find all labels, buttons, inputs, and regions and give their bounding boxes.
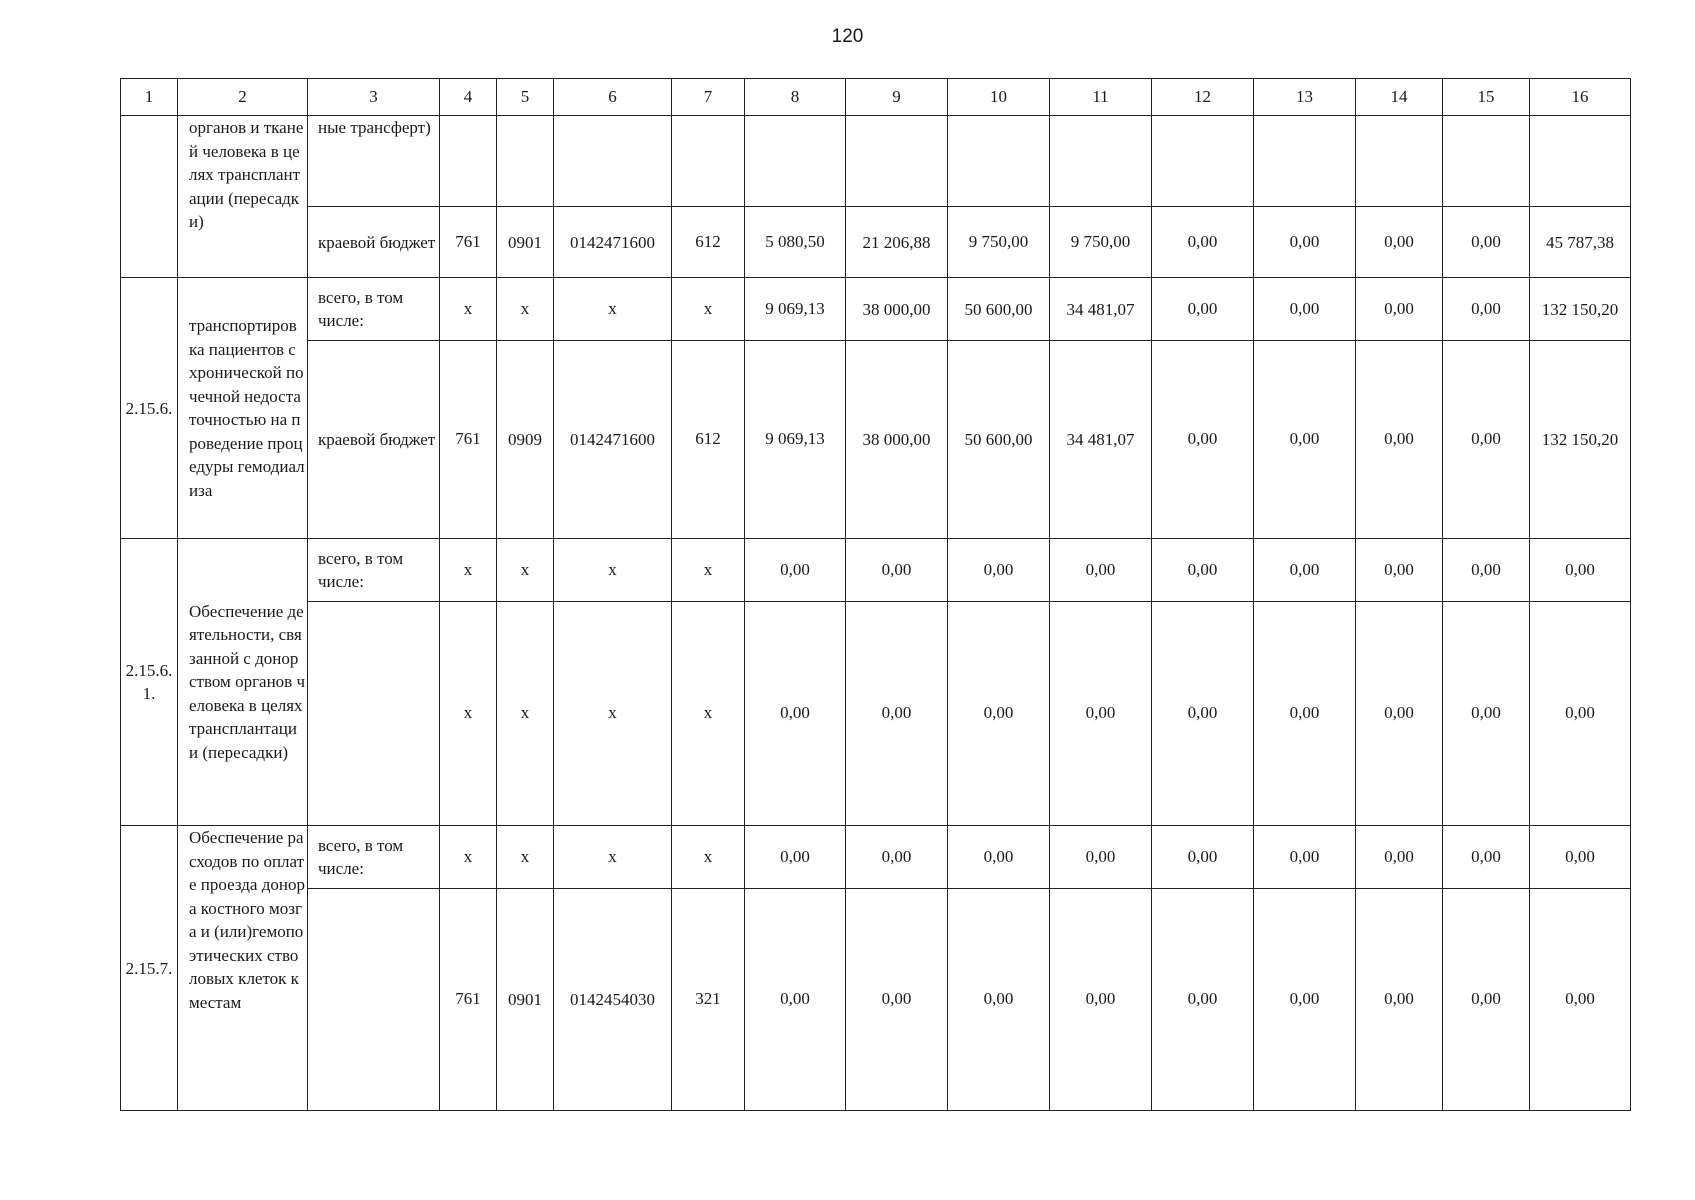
table-row: [121, 341, 1631, 539]
cell-col6: х: [554, 602, 672, 826]
table-row: [121, 889, 1631, 1111]
cell-col4: х: [440, 278, 497, 341]
cell-col6: [554, 116, 672, 207]
column-header-row: [121, 79, 1631, 116]
funding-source: всего, в том числе:: [308, 278, 440, 341]
cell-col13: 0,00: [1254, 826, 1356, 889]
column-header: 4: [440, 79, 497, 116]
cell-col5: х: [497, 826, 554, 889]
cell-col7: 321: [672, 889, 745, 1111]
cell-col16: 45 787,38: [1530, 207, 1631, 278]
cell-col16: 0,00: [1530, 826, 1631, 889]
item-name: Обеспечение расходов по оплате проезда донора костного мозга и (или)гемопоэтических стволовых клеток к местам: [178, 826, 308, 1111]
budget-table: [120, 78, 1631, 1111]
cell-col10: 0,00: [948, 889, 1050, 1111]
cell-col10: [948, 116, 1050, 207]
cell-col6: х: [554, 539, 672, 602]
cell-col14: 0,00: [1356, 207, 1443, 278]
column-header: 10: [948, 79, 1050, 116]
cell-col8: 0,00: [745, 826, 846, 889]
cell-col10: 50 600,00: [948, 278, 1050, 341]
cell-col13: 0,00: [1254, 602, 1356, 826]
cell-col12: 0,00: [1152, 278, 1254, 341]
cell-col11: [1050, 116, 1152, 207]
cell-col12: 0,00: [1152, 539, 1254, 602]
column-header: 13: [1254, 79, 1356, 116]
cell-col7: х: [672, 826, 745, 889]
funding-source: краевой бюджет: [308, 341, 440, 539]
cell-col14: 0,00: [1356, 889, 1443, 1111]
cell-col7: 612: [672, 341, 745, 539]
cell-col12: 0,00: [1152, 826, 1254, 889]
funding-source: всего, в том числе:: [308, 539, 440, 602]
cell-col5: 0901: [497, 889, 554, 1111]
cell-col5: х: [497, 539, 554, 602]
cell-col11: 0,00: [1050, 602, 1152, 826]
table-row: [121, 602, 1631, 826]
column-header: 5: [497, 79, 554, 116]
cell-col9: 0,00: [846, 826, 948, 889]
cell-col15: [1443, 116, 1530, 207]
cell-col16: 132 150,20: [1530, 341, 1631, 539]
column-header: 16: [1530, 79, 1631, 116]
cell-col11: 34 481,07: [1050, 341, 1152, 539]
cell-col5: [497, 116, 554, 207]
cell-col15: 0,00: [1443, 341, 1530, 539]
cell-col8: 9 069,13: [745, 278, 846, 341]
cell-col12: [1152, 116, 1254, 207]
cell-col7: 612: [672, 207, 745, 278]
item-number: 2.15.6.1.: [121, 539, 178, 826]
cell-col16: [1530, 116, 1631, 207]
column-header: 6: [554, 79, 672, 116]
cell-col10: 0,00: [948, 539, 1050, 602]
cell-col8: 9 069,13: [745, 341, 846, 539]
column-header: 15: [1443, 79, 1530, 116]
cell-col13: 0,00: [1254, 539, 1356, 602]
cell-col9: 38 000,00: [846, 278, 948, 341]
cell-col5: х: [497, 602, 554, 826]
item-name: Обеспечение деятельности, связанной с донорством органов человека в целях трансплантации (пересадки): [178, 539, 308, 826]
cell-col15: 0,00: [1443, 539, 1530, 602]
cell-col8: 0,00: [745, 602, 846, 826]
cell-col9: 38 000,00: [846, 341, 948, 539]
cell-col16: 0,00: [1530, 602, 1631, 826]
cell-col9: [846, 116, 948, 207]
cell-col13: 0,00: [1254, 341, 1356, 539]
cell-col8: 0,00: [745, 539, 846, 602]
table-row: [121, 826, 1631, 889]
item-number: 2.15.6.: [121, 278, 178, 539]
cell-col8: [745, 116, 846, 207]
cell-col4: 761: [440, 889, 497, 1111]
cell-col11: 0,00: [1050, 826, 1152, 889]
cell-col6: х: [554, 826, 672, 889]
cell-col5: х: [497, 278, 554, 341]
cell-col4: 761: [440, 341, 497, 539]
cell-col10: 50 600,00: [948, 341, 1050, 539]
cell-col8: 0,00: [745, 889, 846, 1111]
column-header: 11: [1050, 79, 1152, 116]
cell-col5: 0909: [497, 341, 554, 539]
cell-col7: х: [672, 602, 745, 826]
cell-col13: [1254, 116, 1356, 207]
cell-col7: х: [672, 278, 745, 341]
cell-col4: [440, 116, 497, 207]
cell-col14: 0,00: [1356, 278, 1443, 341]
cell-col14: 0,00: [1356, 539, 1443, 602]
cell-col6: 0142471600: [554, 341, 672, 539]
cell-col4: х: [440, 602, 497, 826]
cell-col13: 0,00: [1254, 889, 1356, 1111]
funding-source: [308, 602, 440, 826]
cell-col6: 0142454030: [554, 889, 672, 1111]
cell-col14: 0,00: [1356, 341, 1443, 539]
table-row: [121, 539, 1631, 602]
column-header: 9: [846, 79, 948, 116]
item-number: 2.15.7.: [121, 826, 178, 1111]
cell-col14: 0,00: [1356, 826, 1443, 889]
page-number: 120: [831, 26, 864, 47]
cell-col10: 9 750,00: [948, 207, 1050, 278]
column-header: 7: [672, 79, 745, 116]
cell-col12: 0,00: [1152, 341, 1254, 539]
cell-col16: 0,00: [1530, 889, 1631, 1111]
cell-col6: х: [554, 278, 672, 341]
cell-col9: 0,00: [846, 889, 948, 1111]
column-header: 3: [308, 79, 440, 116]
cell-col15: 0,00: [1443, 826, 1530, 889]
cell-col11: 34 481,07: [1050, 278, 1152, 341]
item-name: органов и тканей человека в целях трансплантации (пересадки): [178, 116, 308, 278]
cell-col9: 0,00: [846, 602, 948, 826]
table-row: [121, 278, 1631, 341]
cell-col15: 0,00: [1443, 602, 1530, 826]
cell-col7: х: [672, 539, 745, 602]
cell-col16: 132 150,20: [1530, 278, 1631, 341]
cell-col4: х: [440, 539, 497, 602]
column-header: 1: [121, 79, 178, 116]
cell-col13: 0,00: [1254, 207, 1356, 278]
cell-col12: 0,00: [1152, 602, 1254, 826]
cell-col11: 0,00: [1050, 539, 1152, 602]
item-name: транспортировка пациентов с хронической почечной недостаточностью на проведение процедуры гемодиализа: [178, 278, 308, 539]
cell-col12: 0,00: [1152, 207, 1254, 278]
cell-col15: 0,00: [1443, 278, 1530, 341]
column-header: 12: [1152, 79, 1254, 116]
funding-source: всего, в том числе:: [308, 826, 440, 889]
cell-col4: х: [440, 826, 497, 889]
cell-col15: 0,00: [1443, 889, 1530, 1111]
cell-col12: 0,00: [1152, 889, 1254, 1111]
cell-col11: 9 750,00: [1050, 207, 1152, 278]
cell-col9: 0,00: [846, 539, 948, 602]
cell-col6: 0142471600: [554, 207, 672, 278]
cell-col14: [1356, 116, 1443, 207]
cell-col16: 0,00: [1530, 539, 1631, 602]
cell-col15: 0,00: [1443, 207, 1530, 278]
column-header: 14: [1356, 79, 1443, 116]
cell-col10: 0,00: [948, 826, 1050, 889]
item-number: [121, 116, 178, 278]
cell-col8: 5 080,50: [745, 207, 846, 278]
funding-source: [308, 889, 440, 1111]
funding-source: краевой бюджет: [308, 207, 440, 278]
column-header: 8: [745, 79, 846, 116]
cell-col10: 0,00: [948, 602, 1050, 826]
cell-col13: 0,00: [1254, 278, 1356, 341]
cell-col4: 761: [440, 207, 497, 278]
table-row: [121, 207, 1631, 278]
cell-col9: 21 206,88: [846, 207, 948, 278]
cell-col14: 0,00: [1356, 602, 1443, 826]
cell-col11: 0,00: [1050, 889, 1152, 1111]
column-header: 2: [178, 79, 308, 116]
cell-col7: [672, 116, 745, 207]
funding-source: ные трансферт): [308, 116, 440, 207]
cell-col5: 0901: [497, 207, 554, 278]
table-row: [121, 116, 1631, 207]
